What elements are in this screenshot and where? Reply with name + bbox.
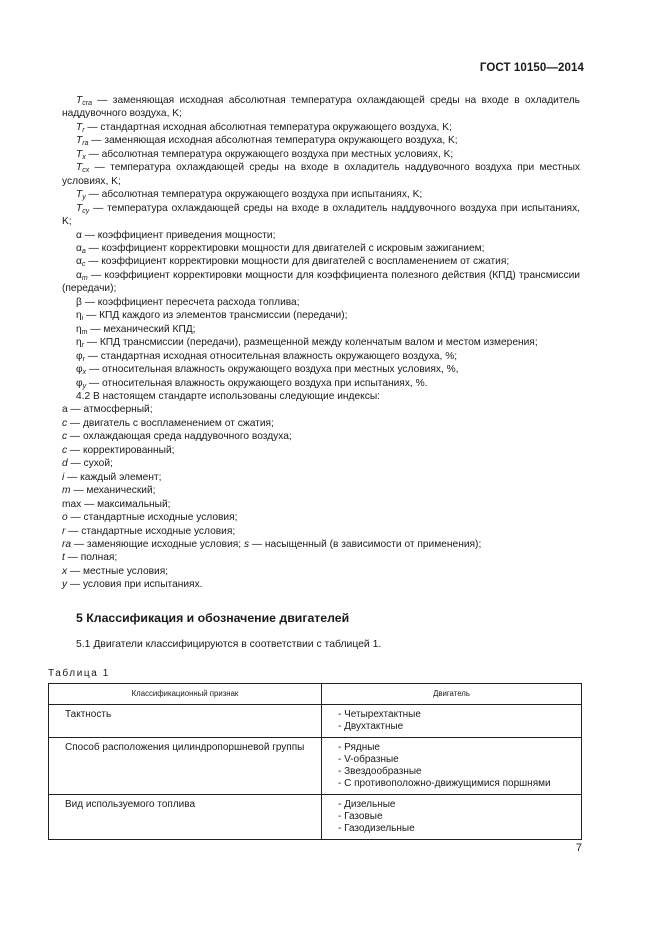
definition-symbol: T	[76, 202, 83, 214]
index-text: — заменяющие исходные условия;	[71, 538, 244, 550]
definition-symbol: φ	[76, 364, 83, 376]
definition-item	[62, 188, 580, 201]
index-item	[62, 457, 580, 470]
index-symbol: d	[62, 458, 68, 470]
table-cell-engine	[322, 795, 582, 840]
definition-subscript: ra	[82, 140, 89, 148]
definition-item	[62, 202, 580, 229]
definition-symbol: α	[76, 242, 82, 254]
definition-subscript: r	[81, 342, 85, 350]
index-symbol: r	[62, 525, 66, 537]
index-symbol: ra	[62, 538, 72, 550]
definition-subscript: cra	[82, 100, 92, 107]
definition-subscript: m	[81, 328, 88, 336]
definition-symbol: β	[76, 296, 82, 308]
definition-subscript: y	[82, 382, 87, 390]
index-text: — полная;	[64, 552, 118, 564]
index-item	[62, 551, 580, 564]
engine-type-item: - С противоположно-движущимися поршнями	[338, 778, 551, 789]
section-title: 5 Классификация и обозначение двигателей	[76, 611, 350, 625]
definition-symbol: T	[76, 135, 83, 147]
index-item	[62, 484, 580, 497]
table-cell-feature: Способ расположения цилиндропоршневой группы	[49, 738, 322, 795]
definition-subscript: cx	[82, 167, 90, 175]
definition-symbol: η	[76, 323, 82, 335]
definition-item	[62, 242, 580, 255]
symbols-list	[62, 94, 580, 592]
definition-symbol: φ	[76, 377, 83, 389]
definition-text: — абсолютная температура окружающего воздуха при местных условиях, K;	[85, 148, 454, 160]
index-item	[62, 525, 580, 538]
index-symbol: s	[243, 538, 250, 550]
definition-symbol: α	[76, 269, 82, 281]
definition-symbol: T	[76, 162, 83, 174]
definition-symbol: η	[76, 310, 82, 322]
definition-item	[62, 94, 580, 121]
index-text: — сухой;	[67, 458, 113, 470]
definition-item	[62, 336, 580, 349]
engine-type-item: - Двухтактные	[338, 721, 404, 732]
index-item	[62, 578, 580, 591]
definition-subscript: r	[82, 355, 85, 363]
definition-item	[62, 309, 580, 322]
definition-text: — заменяющая исходная абсолютная температура охлаждающей среды на входе в охладитель наддувочного воздуха, K;	[62, 95, 580, 120]
index-item	[62, 471, 580, 484]
definition-item	[62, 269, 580, 296]
index-item	[62, 498, 580, 511]
table-caption: Таблица 1	[48, 668, 110, 679]
definition-text: — относительная влажность окружающего воздуха при испытаниях, %.	[86, 377, 428, 389]
index-symbol: c	[62, 444, 68, 456]
definition-symbol: T	[76, 189, 83, 201]
engine-type-item: - V-образные	[338, 754, 399, 765]
clause-4-2: 4.2 В настоящем стандарте использованы следующие индексы:	[76, 390, 380, 402]
definition-text: — относительная влажность окружающего воздуха при местных условиях, %,	[86, 364, 459, 376]
definition-subscript: x	[82, 153, 86, 161]
definition-text: — температура охлаждающей среды на входе в охладитель наддувочного воздуха при местных условиях, K;	[62, 162, 580, 187]
index-symbol: y	[62, 579, 68, 591]
index-symbol: c	[62, 431, 68, 443]
definition-item	[62, 161, 580, 188]
index-text: — охлаждающая среда наддувочного воздуха;	[67, 431, 292, 443]
table-header-engine: Двигатель	[322, 684, 582, 705]
index-text: — условия при испытаниях.	[67, 579, 203, 591]
index-item	[62, 430, 580, 443]
definition-symbol: η	[76, 337, 82, 349]
definition-item	[62, 363, 580, 376]
table-cell-feature: Вид используемого топлива	[49, 795, 322, 840]
definition-text: — коэффициент корректировки мощности для двигателей с воспламенением от сжатия;	[85, 256, 510, 268]
definition-item	[62, 350, 580, 363]
index-text: — каждый элемент;	[64, 471, 162, 483]
engine-type-item: - Газодизельные	[338, 823, 415, 834]
definition-subscript: r	[82, 126, 85, 134]
definition-subscript: x	[82, 369, 87, 377]
clause-5-1: 5.1 Двигатели классифицируются в соответствии с таблицей 1.	[76, 639, 382, 650]
definition-text: — температура охлаждающей среды на входе в охладитель наддувочного воздуха при испытаниях, K;	[62, 202, 580, 228]
table-row	[49, 795, 582, 840]
index-symbol: c	[62, 417, 68, 429]
index-text: — атмосферный;	[67, 404, 153, 416]
index-symbol: x	[62, 565, 68, 577]
index-item	[62, 417, 580, 430]
index-item	[62, 444, 580, 457]
index-symbol: m	[62, 485, 71, 497]
index-text: — стандартные исходные условия;	[67, 512, 238, 524]
index-item	[62, 403, 580, 416]
definition-subscript: m	[81, 274, 88, 282]
index-text: — корректированный;	[67, 444, 175, 456]
definition-text: — коэффициент корректировки мощности для коэффициента полезного действия (КПД) трансмиссии (передачи);	[62, 269, 580, 295]
definition-item	[62, 148, 580, 161]
definition-item	[62, 377, 580, 390]
table-header-feature: Классификационный признак	[49, 684, 322, 705]
index-item	[62, 538, 580, 551]
definition-symbol: α	[76, 256, 82, 268]
definition-text: — КПД трансмиссии (передачи), размещенной между коленчатым валом и местом измерения;	[84, 337, 538, 349]
definition-text: — стандартная исходная абсолютная температура окружающего воздуха, K;	[84, 121, 452, 133]
definition-symbol: T	[76, 148, 83, 160]
table-cell-engine	[322, 705, 582, 738]
table-cell-feature: Тактность	[49, 705, 322, 738]
definition-subscript: c	[81, 261, 86, 269]
index-symbol: o	[62, 512, 68, 524]
definition-symbol: α	[76, 229, 82, 241]
table-cell-engine	[322, 738, 582, 795]
engine-type-item: - Газовые	[338, 811, 383, 822]
definition-item	[62, 121, 580, 134]
index-symbol: a	[62, 404, 68, 416]
engine-type-item: - Дизельные	[338, 799, 396, 810]
index-text: — двигатель с воспламенением от сжатия;	[67, 417, 274, 429]
definition-text: — механический КПД;	[87, 323, 196, 335]
definition-item	[62, 323, 580, 336]
definition-item	[62, 296, 580, 309]
index-item	[62, 511, 580, 524]
definition-item	[62, 229, 580, 242]
page-number: 7	[575, 842, 582, 854]
classification-table	[48, 683, 582, 840]
index-text: — максимальный;	[81, 498, 171, 510]
indices	[62, 403, 580, 591]
definition-subscript: cy	[82, 207, 90, 215]
definition-item	[62, 134, 580, 147]
definition-text: — коэффициент пересчета расхода топлива;	[81, 296, 300, 308]
index-symbol: i	[62, 471, 65, 483]
engine-type-item: - Рядные	[338, 742, 380, 753]
index-text: — механический;	[70, 485, 156, 497]
definition-symbol: T	[76, 121, 83, 133]
definition-text: — коэффициент корректировки мощности для двигателей с искровым зажиганием;	[85, 242, 485, 254]
standard-header: ГОСТ 10150—2014	[479, 62, 584, 74]
table-header-row	[49, 684, 582, 705]
table-row	[49, 705, 582, 738]
index-text: — насыщенный (в зависимости от применения);	[249, 538, 482, 550]
definition-text: — коэффициент приведения мощности;	[81, 229, 276, 241]
definition-text: — стандартная исходная относительная влажность окружающего воздуха, %;	[84, 350, 458, 362]
definitions	[62, 94, 580, 390]
index-text: — стандартные исходные условия;	[65, 525, 236, 537]
definition-subscript: a	[81, 247, 86, 255]
definition-text: — КПД каждого из элементов трансмиссии (передачи);	[83, 310, 348, 322]
definition-subscript: y	[82, 194, 86, 202]
definition-item	[62, 255, 580, 268]
index-text: — местные условия;	[67, 565, 169, 577]
definition-subscript: i	[81, 315, 84, 323]
table-row	[49, 738, 582, 795]
index-symbol: t	[62, 552, 65, 564]
engine-type-item: - Четырехтактные	[338, 709, 421, 720]
definition-symbol: φ	[76, 350, 83, 362]
index-symbol: max	[62, 498, 82, 510]
definition-text: — заменяющая исходная абсолютная температура окружающего воздуха, K;	[88, 135, 458, 147]
definition-symbol: T	[76, 95, 83, 106]
engine-type-item: - Звездообразные	[338, 766, 422, 777]
definition-text: — абсолютная температура окружающего воздуха при испытаниях, K;	[85, 189, 423, 201]
index-item	[62, 565, 580, 578]
